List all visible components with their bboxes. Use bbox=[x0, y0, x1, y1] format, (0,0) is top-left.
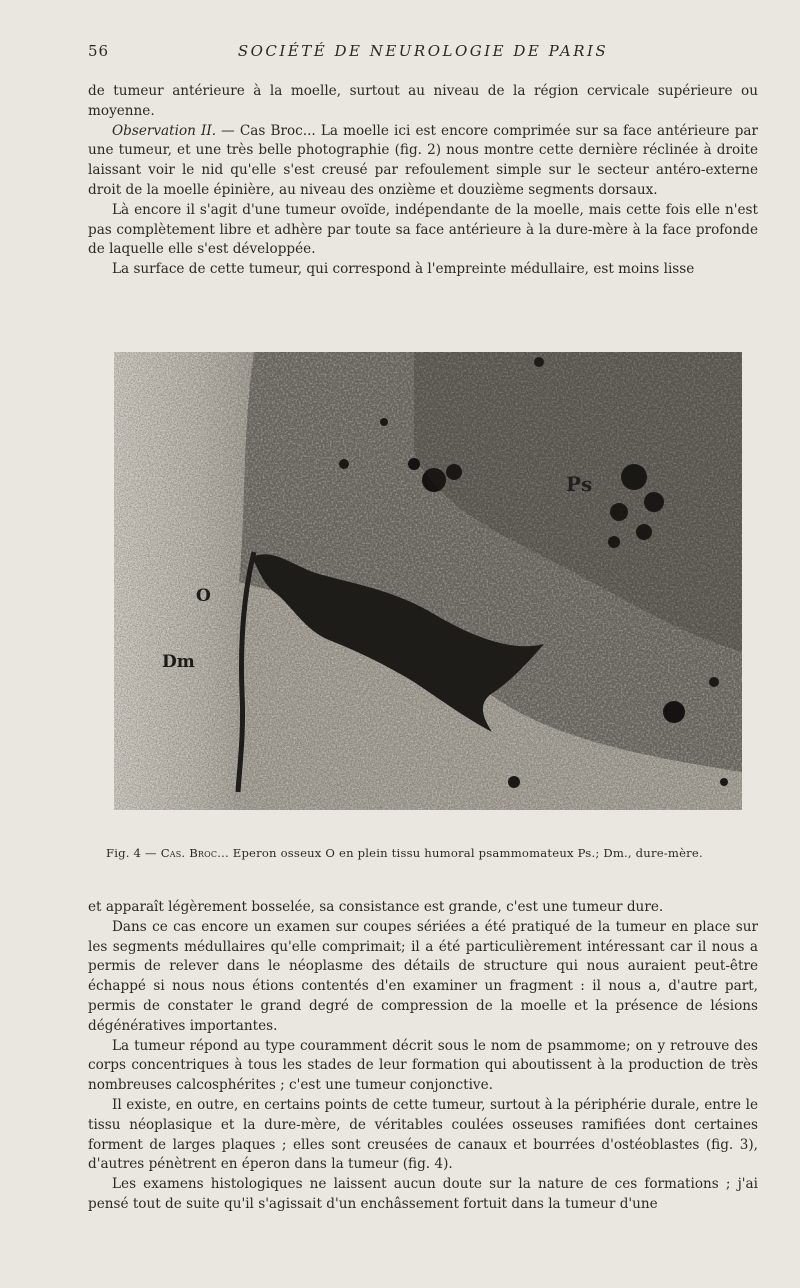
observation-text: — Cas Broc... La moelle ici est encore comprimée sur sa face antérieure par une tumeur, et une très belle photographie (fig. 2) nous montre cette dernière réclinée à droite laissant voir le nid qu'elle s'est creusé par refoulement simple sur le secteur antéro-externe droit de la moelle épinière, au niveau des onzième et douzième segments dorsaux. bbox=[88, 122, 759, 198]
figure-label-ps: Ps bbox=[566, 472, 593, 496]
paragraph: Il existe, en outre, en certains points de cette tumeur, surtout à la périphérie durale, entre le tissu néoplasique et la dure-mère, de véritables coulées osseuses ramifiées dont certaines forment de larges plaques ; elles sont creusées de canaux et bourrées d'ostéoblastes (fig. 3), d'autres pénètrent en éperon dans la tumeur (fig. 4). bbox=[88, 1096, 758, 1173]
text-block-top bbox=[88, 82, 758, 280]
micrograph-figure bbox=[114, 352, 742, 810]
observation-paragraph bbox=[88, 122, 758, 201]
paragraph: et apparaît légèrement bosselée, sa consistance est grande, c'est une tumeur dure. bbox=[88, 899, 664, 915]
paragraph: La tumeur répond au type couramment décrit sous le nom de psammome; on y retrouve des corps concentriques à tous les stades de leur formation qui aboutissent à la production de très nombreuses calcosphérites ; c'est une tumeur conjonctive. bbox=[88, 1037, 758, 1094]
running-title: SOCIÉTÉ DE NEUROLOGIE DE PARIS bbox=[237, 42, 609, 60]
paragraph: de tumeur antérieure à la moelle, surtout au niveau de la région cervicale supérieure ou moyenne. bbox=[88, 83, 758, 119]
figure-label-dm: Dm bbox=[162, 652, 195, 672]
micrograph-image bbox=[114, 352, 742, 810]
figure-caption: Fig. 4 — Cas. Broc... Eperon osseux O en plein tissu humoral psammomateux Ps.; Dm., dure-mère. bbox=[106, 846, 703, 860]
text-block-bottom bbox=[88, 898, 758, 1215]
figure-label-o: O bbox=[196, 586, 211, 606]
caption-fig-number: Fig. 4 bbox=[106, 846, 142, 860]
caption-case: Cas. Broc... bbox=[160, 846, 229, 860]
paragraph: Les examens histologiques ne laissent aucun doute sur la nature de ces formations ; j'ai pensé tout de suite qu'il s'agissait d'un enchâssement fortuit dans la tumeur d'une bbox=[88, 1176, 758, 1212]
page-header bbox=[88, 42, 758, 64]
paragraph: La surface de cette tumeur, qui correspond à l'empreinte médullaire, est moins lisse bbox=[112, 261, 695, 278]
caption-text: Eperon osseux O en plein tissu humoral psammomateux Ps.; Dm., dure-mère. bbox=[228, 846, 703, 860]
paragraph: Dans ce cas encore un examen sur coupes sériées a été pratiqué de la tumeur en place sur les segments médullaires qu'elle comprimait; il a été particulièrement intéressant car il nous a permis de relever dans le néoplasme des détails de structure qui nous auraient peut-être échappé si nous nous étions contentés d'en examiner un fragment : il nous a, d'autre part, permis de constater le grand degré de compression de la moelle et la présence de lésions dégénératives importantes. bbox=[88, 918, 758, 1034]
paragraph: Là encore il s'agit d'une tumeur ovoïde, indépendante de la moelle, mais cette fois elle n'est pas complètement libre et adhère par toute sa face antérieure à la dure-mère à la face profonde de laquelle elle s'est développée. bbox=[88, 201, 758, 258]
observation-label: Observation II. bbox=[112, 122, 217, 139]
page-number: 56 bbox=[88, 42, 110, 60]
